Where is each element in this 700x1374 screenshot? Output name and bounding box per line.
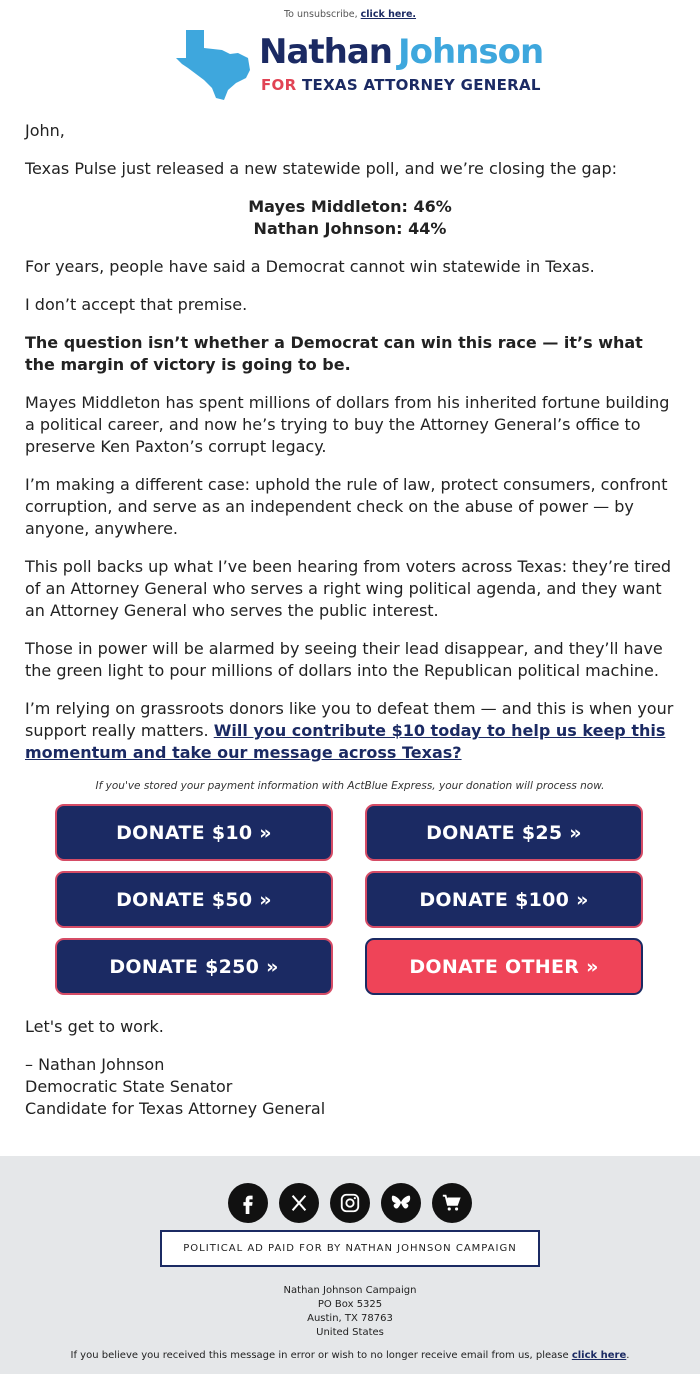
candidate-first-name: Nathan bbox=[259, 32, 393, 72]
instagram-icon[interactable] bbox=[330, 1183, 370, 1223]
paragraph-6: This poll backs up what I’ve been hearing from voters across Texas: they’re tired of an Attorney General who serves a right wing political agenda, and they want an Attorney General who serves the public interest. bbox=[25, 557, 672, 620]
footer-unsubscribe-text: If you believe you received this message in error or wish to no longer receive email from us, please bbox=[70, 1350, 569, 1361]
donate-25-button[interactable]: DONATE $25 » bbox=[365, 804, 643, 861]
candidate-name bbox=[259, 32, 543, 72]
paragraph-1: For years, people have said a Democrat cannot win statewide in Texas. bbox=[25, 257, 595, 276]
signature-title-2: Candidate for Texas Attorney General bbox=[25, 1099, 326, 1118]
paragraph-2: I don’t accept that premise. bbox=[25, 295, 248, 314]
unsubscribe-top bbox=[0, 0, 700, 26]
office-name: TEXAS ATTORNEY GENERAL bbox=[301, 76, 541, 94]
address-line-1: Nathan Johnson Campaign bbox=[283, 1285, 417, 1296]
paragraph-5: I’m making a different case: uphold the rule of law, protect consumers, confront corruption, and serve as an independent check on the abuse of power — by anyone, anywhere. bbox=[25, 475, 668, 538]
campaign-logo bbox=[0, 26, 700, 106]
signature-title-1: Democratic State Senator bbox=[25, 1077, 233, 1096]
x-icon[interactable] bbox=[279, 1183, 319, 1223]
paragraph-4: Mayes Middleton has spent millions of dollars from his inherited fortune building a political career, and now he’s trying to buy the Attorney General’s office to preserve Ken Paxton’s corrupt legacy. bbox=[25, 393, 670, 456]
texas-map-icon bbox=[174, 28, 254, 102]
signature-name: – Nathan Johnson bbox=[25, 1055, 165, 1074]
unsubscribe-prefix: To unsubscribe, bbox=[283, 9, 358, 20]
contribute-link[interactable]: Will you contribute $10 today to help us keep this momentum and take our message across Texas? bbox=[25, 721, 666, 762]
footer-unsubscribe-link[interactable]: click here bbox=[571, 1350, 627, 1361]
donate-10-button[interactable]: DONATE $10 » bbox=[55, 804, 333, 861]
poll-line-middleton: Mayes Middleton: 46% bbox=[248, 197, 452, 216]
paragraph-8-text: I’m relying on grassroots donors like you to defeat them — and this is when your support really matters. bbox=[25, 699, 674, 740]
donate-250-button[interactable]: DONATE $250 » bbox=[55, 938, 333, 995]
poll-results bbox=[25, 196, 675, 240]
donate-100-button[interactable]: DONATE $100 » bbox=[365, 871, 643, 928]
donate-buttons bbox=[0, 804, 700, 994]
footer-unsubscribe bbox=[0, 1350, 700, 1361]
poll-line-johnson: Nathan Johnson: 44% bbox=[253, 219, 447, 238]
greeting: John, bbox=[25, 121, 65, 140]
signoff-line: Let's get to work. bbox=[25, 1017, 164, 1036]
signoff bbox=[0, 1016, 700, 1120]
paragraph-3: The question isn’t whether a Democrat can win this race — it’s what the margin of victory is going to be. bbox=[25, 333, 643, 374]
facebook-icon[interactable] bbox=[228, 1183, 268, 1223]
campaign-address bbox=[0, 1284, 700, 1340]
email-body bbox=[0, 120, 700, 764]
footer bbox=[0, 1156, 700, 1374]
address-line-4: United States bbox=[316, 1327, 384, 1338]
office-tagline bbox=[261, 76, 541, 94]
for-word: FOR bbox=[261, 76, 297, 94]
address-line-3: Austin, TX 78763 bbox=[307, 1313, 393, 1324]
shop-cart-icon[interactable] bbox=[432, 1183, 472, 1223]
unsubscribe-top-link[interactable]: click here. bbox=[360, 9, 417, 20]
paragraph-7: Those in power will be alarmed by seeing their lead disappear, and they’ll have the green light to pour millions of dollars into the Republican political machine. bbox=[25, 639, 663, 680]
donate-other-button[interactable]: DONATE OTHER » bbox=[365, 938, 643, 995]
bluesky-icon[interactable] bbox=[381, 1183, 421, 1223]
social-links bbox=[228, 1183, 472, 1223]
footer-unsubscribe-end: . bbox=[626, 1350, 630, 1361]
candidate-last-name: Johnson bbox=[398, 32, 544, 72]
paid-for-disclaimer: POLITICAL AD PAID FOR BY NATHAN JOHNSON CAMPAIGN bbox=[160, 1230, 540, 1267]
paragraph-8 bbox=[25, 698, 675, 764]
address-line-2: PO Box 5325 bbox=[317, 1299, 383, 1310]
donate-50-button[interactable]: DONATE $50 » bbox=[55, 871, 333, 928]
intro-paragraph: Texas Pulse just released a new statewide poll, and we’re closing the gap: bbox=[25, 159, 618, 178]
actblue-note: If you've stored your payment information with ActBlue Express, your donation will process now. bbox=[95, 780, 605, 792]
